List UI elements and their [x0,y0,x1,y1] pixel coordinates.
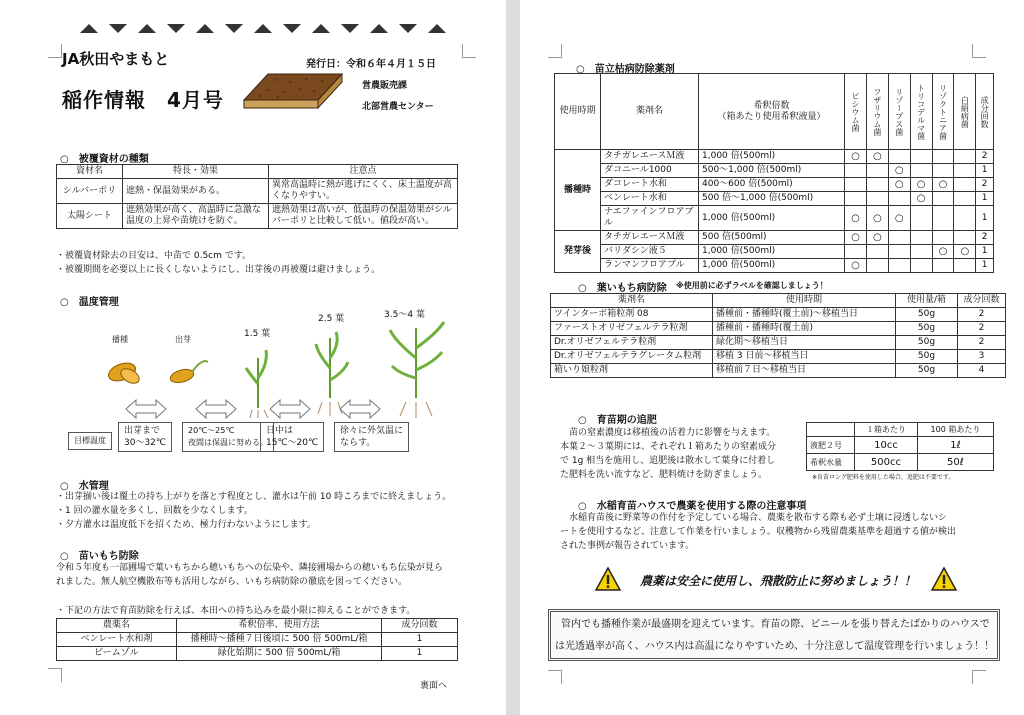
efficacy-mark-cell [932,192,954,206]
table-cell: 遮熱効果が高く、高温時に急激な温度の上昇や苗焼けを防ぐ。 [123,204,269,229]
efficacy-mark-cell [954,231,976,245]
table-cell: 箱いり娘粒剤 [551,364,713,378]
table-cell: ツインターボ箱粒剤 08 [551,308,713,322]
dilution-cell: 400～600 倍(500ml) [699,178,845,192]
body-text: ・出芽揃い後は覆土の持ち上がりを落とす程度とし、灌水は午前 10 時ころまでに終えましょう。 [56,492,452,502]
efficacy-mark-cell [888,259,910,273]
table-header-row [57,165,458,179]
pathogen-header: 白絹病菌 [954,74,976,150]
body-text: 水稲育苗後に野菜等の作付を予定している場合、農薬を散布する際も必ず土壌に浸透しないシ [560,513,948,523]
note-text: ・被覆資材除去の目安は、中苗で 0.5cm です。 [56,251,252,261]
efficacy-mark-cell [932,259,954,273]
table-cell: 太陽シート [57,204,123,229]
dilution-cell: 500 倍～1,000 倍(500ml) [699,192,845,206]
table-cell: 4 [958,364,1006,378]
section-heading-leaf-blast: ○ 葉いもち病防除 [578,283,667,294]
blast-nursery-table [56,618,458,661]
table-cell: 移植前７日～移植当日 [713,364,896,378]
crop-mark [972,670,986,684]
pesticide-name-cell: バリダシン液５ [601,245,699,259]
table-header-row [551,294,1006,308]
table-row [555,231,994,245]
table-cell: 50g [896,322,958,336]
count-header: 成分回数 [976,74,994,150]
dilution-cell: 1,000 倍(500ml) [699,206,845,231]
section-heading-water: ○ 水管理 [60,481,109,492]
table-cell: 遮熱・保温効果がある。 [123,179,269,204]
count-cell: 2 [976,231,994,245]
warning-icon [930,566,958,592]
efficacy-mark-cell: ○ [845,259,867,273]
efficacy-mark-cell [932,150,954,164]
efficacy-mark-cell [910,231,932,245]
department: 営農販売課 [362,81,408,91]
table-row [555,164,994,178]
table-cell: 異常高温時に熱が逃げにくく、床土温度が高くなりやすい。 [269,179,458,204]
body-text: された事例が報告されています。 [560,541,695,551]
efficacy-mark-cell [888,231,910,245]
table-header: 100 箱あたり [917,423,993,437]
dilution-cell: 1,000 倍(500ml) [699,259,845,273]
table-header: 成分回数 [382,619,458,633]
notice-line: は光透過率が高く、ハウス内は高温になりやすいため、十分注意して温度管理を行いましょう！！ [555,641,995,652]
table-header-row [555,74,994,150]
table-cell: 1 [382,647,458,661]
table-cell: Dr.オリゼフェルテラ粒剤 [551,336,713,350]
table-header: 薬剤名 [601,74,699,150]
table-row [57,633,458,647]
count-cell: 1 [976,259,994,273]
dilution-cell: 500～1,000 倍(500ml) [699,164,845,178]
table-header: １箱あたり [855,423,918,437]
table-cell: 希釈水量 [807,454,855,471]
table-cell: 遮熱効果は高いが、低温時の保温効果がシルバーポリと比較して低い。値段が高い。 [269,204,458,229]
efficacy-mark-cell [866,192,888,206]
crop-mark [548,44,562,58]
table-cell: 移植 3 日前～移植当日 [713,350,896,364]
section-heading-damping-off: ○ 苗立枯病防除薬剤 [576,64,675,75]
timing-cell: 播種時 [555,150,601,231]
table-row [555,245,994,259]
table-header: 使用時期 [713,294,896,308]
efficacy-mark-cell [910,150,932,164]
table-cell: 10cc [855,437,918,454]
table-cell: 1ℓ [917,437,993,454]
crop-mark [48,44,62,58]
efficacy-mark-cell: ○ [932,178,954,192]
table-row [57,204,458,229]
page-title: 稲作情報 4月号 [62,88,224,112]
count-cell: 2 [976,178,994,192]
efficacy-mark-cell [866,259,888,273]
dilution-cell: 1,000 倍(500ml) [699,150,845,164]
stage-label: 3.5～4 葉 [384,310,425,320]
table-header: 資材名 [57,165,123,179]
decorative-triangle [254,24,272,33]
table-cell: 500cc [855,454,918,471]
page-front [0,0,506,715]
temp-box: 20℃～25℃ 夜間は保温に努める。 [182,422,274,452]
efficacy-mark-cell [910,245,932,259]
table-cell: 緑化期～移植当日 [713,336,896,350]
section-heading-greenhouse: ○ 水稲育苗ハウスで農薬を使用する際の注意事項 [578,501,807,512]
table-cell: 3 [958,350,1006,364]
stage-label: 出芽 [175,335,191,344]
table-row [555,150,994,164]
pesticide-name-cell: ダコニール1000 [601,164,699,178]
crop-mark [48,668,62,682]
efficacy-mark-cell: ○ [888,164,910,178]
pesticide-name-cell: タチガレエースＭ液 [601,150,699,164]
table-header: 成分回数 [958,294,1006,308]
table-header: 希釈倍率、使用方法 [177,619,382,633]
table-header: 使用時期 [555,74,601,150]
center-name: 北部営農センター [362,102,434,112]
table-row [551,336,1006,350]
table-cell: 液肥２号 [807,437,855,454]
efficacy-mark-cell [866,178,888,192]
table-row [57,647,458,661]
temp-box: 徐々に外気温に ならす。 [334,422,409,452]
table-row [555,206,994,231]
count-cell: 1 [976,192,994,206]
count-cell: 1 [976,206,994,231]
count-cell: 1 [976,245,994,259]
section-heading-topdressing: ○ 育苗期の追肥 [578,415,657,426]
efficacy-mark-cell: ○ [845,150,867,164]
decorative-triangle [225,24,243,33]
body-text: 苗の窒素濃度は移植後の活着力に影響を与えます。 [560,428,776,438]
table-cell: 2 [958,308,1006,322]
table-cell: ベンレート水和剤 [57,633,177,647]
decorative-triangle [370,24,388,33]
decorative-triangle [196,24,214,33]
table-cell: 2 [958,322,1006,336]
table-row [555,192,994,206]
table-header [807,423,855,437]
notice-box [548,609,1000,661]
pesticide-name-cell: ベンレート水和 [601,192,699,206]
efficacy-mark-cell [866,245,888,259]
pathogen-header: ピシウム菌 [845,74,867,150]
table-cell: 播種前・播種時(覆土前) [713,322,896,336]
table-row [555,259,994,273]
target-temp-label: 目標温度 [68,432,112,450]
crop-mark [972,44,986,58]
decorative-triangle [80,24,98,33]
efficacy-mark-cell [845,245,867,259]
pesticide-name-cell: ダコレート水和 [601,178,699,192]
efficacy-mark-cell [910,164,932,178]
table-header: 使用量/箱 [896,294,958,308]
table-cell: シルバーポリ [57,179,123,204]
stage-label: 2.5 葉 [318,314,345,324]
efficacy-mark-cell [845,164,867,178]
table-cell: 50g [896,350,958,364]
table-cell: ファーストオリゼフェルテラ粒剤 [551,322,713,336]
efficacy-mark-cell [932,206,954,231]
leaf-blast-table [550,293,1006,378]
body-text: ートを使用するなど、注意して作業を行いましょう。収穫物から残留農薬基準を超過する値が検出 [560,527,957,537]
decorative-triangle [283,24,301,33]
warning-icon [594,566,622,592]
efficacy-mark-cell [954,150,976,164]
pathogen-header: リゾープス菌 [888,74,910,150]
dilution-cell: 500 倍(500ml) [699,231,845,245]
section-heading-temperature: ○ 温度管理 [60,297,119,308]
efficacy-mark-cell: ○ [866,231,888,245]
efficacy-mark-cell: ○ [845,231,867,245]
efficacy-mark-cell: ○ [888,178,910,192]
table-row [551,308,1006,322]
table-row [551,350,1006,364]
body-text: ・1 回の灌水量を多くし、回数を少なくします。 [56,506,253,516]
table-cell: 緑化始期に 500 倍 500mL/箱 [177,647,382,661]
section-heading-blast: ○ 苗いもち防除 [60,551,139,562]
efficacy-mark-cell: ○ [954,245,976,259]
pathogen-header: リゾクトニア菌 [932,74,954,150]
note-text: ・被覆期間を必要以上に長くしないようにし、出芽後の再被覆は避けましょう。 [56,265,381,275]
efficacy-mark-cell: ○ [932,245,954,259]
pesticide-name-cell: ナエファインフロアブル [601,206,699,231]
pathogen-header: トリコデルマ菌 [910,74,932,150]
table-cell: 2 [958,336,1006,350]
table-header-row [57,619,458,633]
decorative-triangle [167,24,185,33]
body-text: れました。無人航空機散布等も活用しながら、いもち病防除の徹底を図ってください。 [56,577,408,587]
body-text: ・夕方灌水は温度低下を招くため、極力行わないようにします。 [56,520,316,530]
table-header-row [807,423,994,437]
dilution-cell: 1,000 倍(500ml) [699,245,845,259]
damping-off-pesticide-table [554,73,994,273]
stage-label: 1.5 葉 [244,329,271,339]
table-cell: 50ℓ [917,454,993,471]
efficacy-mark-cell [954,259,976,273]
note-text: ・下記の方法で育苗防除を行えば、本田への持ち込みを最小限に抑えることができます。 [56,606,416,616]
table-cell: 1 [382,633,458,647]
table-cell: 播種時～播種７日後頃に 500 倍 500mL/箱 [177,633,382,647]
table-header: 希釈倍数 （箱あたり使用希釈液量） [699,74,845,150]
table-row [551,322,1006,336]
table-cell: Dr.オリゼフェルテラグレータム粒剤 [551,350,713,364]
table-row [57,179,458,204]
table-cell: 50g [896,336,958,350]
body-text: 本葉２～３葉期には、それぞれ１箱あたりの窒素成分 [560,442,777,452]
efficacy-mark-cell [954,206,976,231]
fertilizer-note: ※育苗ロング肥料を使用した場合、追肥は不要です。 [812,474,955,481]
covering-material-table [56,164,458,229]
decorative-triangle [341,24,359,33]
table-row [555,178,994,192]
issue-date: 発行日：令和６年４月１５日 [306,59,436,70]
page-back [520,0,1024,715]
efficacy-mark-cell [845,178,867,192]
notice-line: 管内でも播種作業が最盛期を迎えています。育苗の際、ビニールを張り替えたばかりのハウスで [561,619,990,630]
crop-mark [548,670,562,684]
table-header: 注意点 [269,165,458,179]
body-text: た肥料を洗い流すなど、肥料焼けを防ぎましょう。 [560,470,768,480]
efficacy-mark-cell [845,192,867,206]
table-row [807,437,994,454]
efficacy-mark-cell [932,231,954,245]
label-warning: ※使用前に必ずラベルを確認しましょう！ [676,281,828,290]
body-text: で 1g 相当を施用し、追肥後は散水して葉身に付着し [560,456,776,466]
efficacy-mark-cell: ○ [910,178,932,192]
count-cell: 1 [976,164,994,178]
table-header: 農薬名 [57,619,177,633]
efficacy-mark-cell [866,164,888,178]
table-cell: 50g [896,308,958,322]
efficacy-mark-cell: ○ [845,206,867,231]
table-row [807,454,994,471]
efficacy-mark-cell [954,164,976,178]
efficacy-mark-cell [954,178,976,192]
pesticide-name-cell: ランマンフロアブル [601,259,699,273]
efficacy-mark-cell [910,206,932,231]
count-cell: 2 [976,150,994,164]
efficacy-mark-cell: ○ [866,206,888,231]
table-header: 薬剤名 [551,294,713,308]
decorative-triangle [138,24,156,33]
efficacy-mark-cell [910,259,932,273]
seedling-tray-illustration [240,70,344,114]
decorative-triangle [428,24,446,33]
efficacy-mark-cell [954,192,976,206]
table-header: 特長・効果 [123,165,269,179]
table-cell: 播種前・播種時(覆土前)～移植当日 [713,308,896,322]
stage-label: 播種 [112,335,128,344]
efficacy-mark-cell [888,192,910,206]
efficacy-mark-cell: ○ [910,192,932,206]
decorative-triangle [312,24,330,33]
next-page-note: 裏面へ [420,681,448,691]
decorative-triangle [109,24,127,33]
safety-slogan: 農薬は安全に使用し、飛散防止に努めましょう！！ [640,574,917,588]
efficacy-mark-cell: ○ [888,206,910,231]
temp-box: 出芽まで 30～32℃ [118,422,172,452]
fertilizer-table [806,422,994,471]
decorative-triangle [399,24,417,33]
org-name: JA秋田やまもと [62,50,170,68]
table-cell: ビームゾル [57,647,177,661]
table-row [551,364,1006,378]
pathogen-header: フザリウム菌 [866,74,888,150]
section-heading-covering: ○ 被覆資材の種類 [60,154,149,165]
table-cell: 50g [896,364,958,378]
efficacy-mark-cell [932,164,954,178]
efficacy-mark-cell [888,245,910,259]
efficacy-mark-cell: ○ [866,150,888,164]
efficacy-mark-cell [888,150,910,164]
timing-cell: 発芽後 [555,231,601,273]
crop-mark [462,44,476,58]
pesticide-name-cell: タチガレエースＭ液 [601,231,699,245]
temp-box: 日中は 15℃～20℃ [260,422,324,452]
stage-arrows [124,398,444,420]
body-text: 令和５年度も一部圃場で葉いもちから穂いもちへの伝染や、隣接圃場からの穂いもち伝染が見ら [56,563,443,573]
